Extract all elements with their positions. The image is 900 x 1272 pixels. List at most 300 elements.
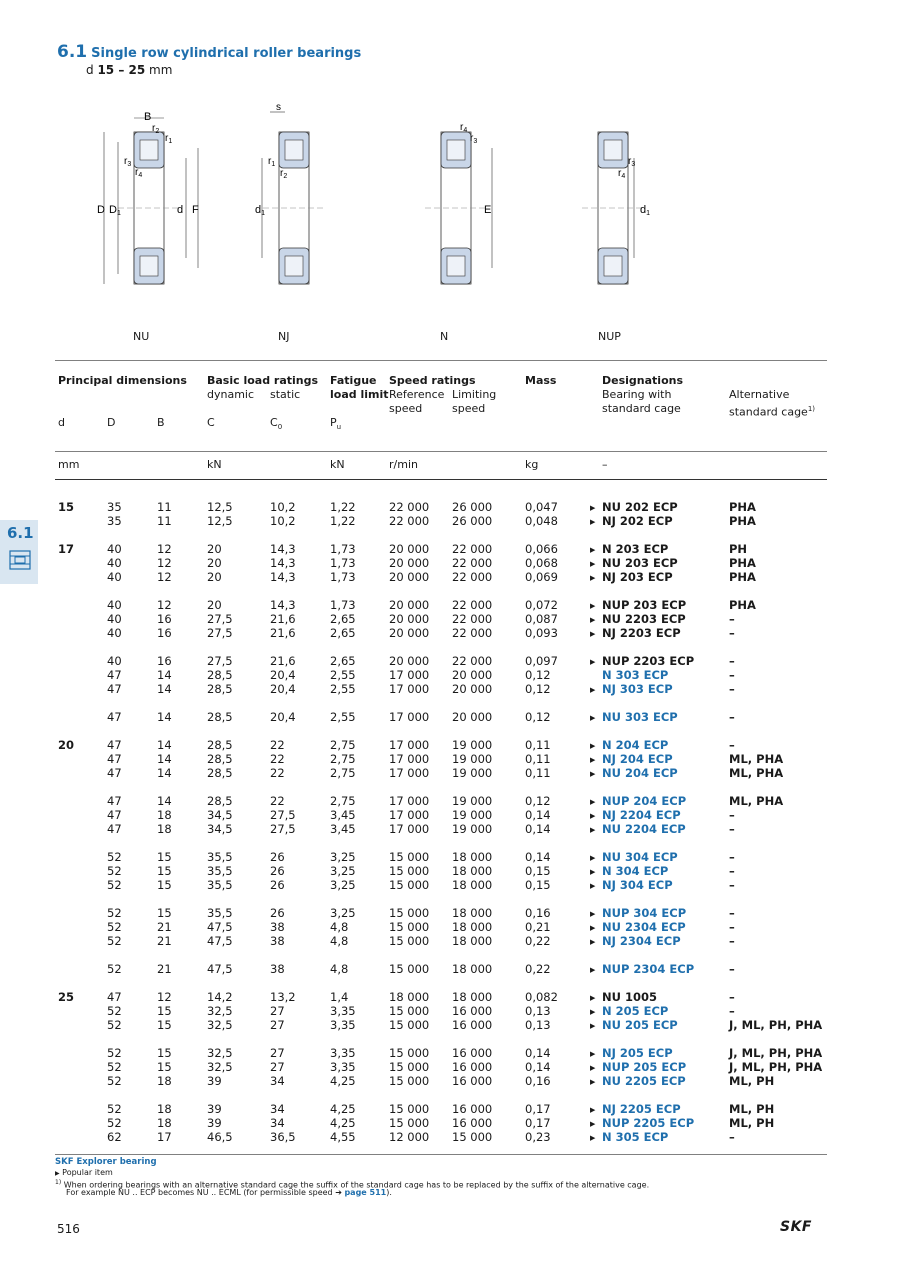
- cell-lim: 16 000: [452, 1102, 493, 1116]
- page-link[interactable]: page 511: [344, 1188, 387, 1197]
- cell-Pu: 3,35: [330, 1018, 356, 1032]
- hdr-principal: Principal dimensions: [58, 374, 187, 387]
- diagram-label-nu: NU: [133, 330, 150, 343]
- cell-mass: 0,13: [525, 1004, 551, 1018]
- range-unit: mm: [149, 63, 173, 77]
- cell-D: 52: [107, 1074, 122, 1088]
- cell-C: 39: [207, 1074, 222, 1088]
- cell-B: 14: [157, 738, 172, 752]
- cell-mass: 0,23: [525, 1130, 551, 1144]
- cell-lim: 20 000: [452, 668, 493, 682]
- cell-mass: 0,11: [525, 738, 551, 752]
- cell-lim: 19 000: [452, 808, 493, 822]
- cell-C: 28,5: [207, 794, 233, 808]
- cell-designation[interactable]: NJ 2203 ECP: [602, 626, 681, 640]
- hdr-bearing-1: Bearing with: [602, 388, 672, 401]
- cell-designation[interactable]: NU 2203 ECP: [602, 612, 686, 626]
- cell-lim: 20 000: [452, 710, 493, 724]
- cell-C0: 26: [270, 906, 285, 920]
- cell-ref: 17 000: [389, 794, 430, 808]
- cell-C: 32,5: [207, 1046, 233, 1060]
- popular-marker-icon: ▶: [55, 1170, 60, 1177]
- cell-C0: 27: [270, 1060, 285, 1074]
- cell-alternative-cage: –: [729, 654, 735, 668]
- table-row: [0, 514, 900, 528]
- cell-C0: 36,5: [270, 1130, 296, 1144]
- cell-designation[interactable]: N 305 ECP: [602, 1130, 669, 1144]
- cell-alternative-cage: ML, PHA: [729, 766, 784, 780]
- cell-Pu: 4,25: [330, 1102, 356, 1116]
- cell-alternative-cage: –: [729, 962, 735, 976]
- cell-ref: 18 000: [389, 990, 430, 1004]
- cell-mass: 0,14: [525, 808, 551, 822]
- diagram-label-nup: NUP: [598, 330, 621, 343]
- cell-designation[interactable]: NU 203 ECP: [602, 556, 678, 570]
- cell-designation[interactable]: N 304 ECP: [602, 864, 669, 878]
- table-row: [0, 710, 900, 724]
- svg-text:r3: $r_3$: [628, 156, 636, 168]
- cell-D: 47: [107, 752, 122, 766]
- cell-d: 15: [58, 500, 75, 514]
- cell-lim: 19 000: [452, 752, 493, 766]
- cell-ref: 17 000: [389, 668, 430, 682]
- cell-ref: 15 000: [389, 864, 430, 878]
- cell-C: 28,5: [207, 738, 233, 752]
- cell-Pu: 3,35: [330, 1004, 356, 1018]
- table-row: [0, 1102, 900, 1116]
- cell-ref: 15 000: [389, 1074, 430, 1088]
- cell-lim: 18 000: [452, 990, 493, 1004]
- popular-marker-icon: ▶: [590, 770, 596, 778]
- cell-B: 11: [157, 514, 172, 528]
- cell-designation[interactable]: NUP 2203 ECP: [602, 654, 695, 668]
- cell-designation[interactable]: NJ 202 ECP: [602, 514, 673, 528]
- cell-mass: 0,22: [525, 962, 551, 976]
- cell-D: 52: [107, 1060, 122, 1074]
- cell-C0: 20,4: [270, 710, 296, 724]
- cell-D: 52: [107, 934, 122, 948]
- cell-lim: 22 000: [452, 570, 493, 584]
- cell-designation[interactable]: NJ 204 ECP: [602, 752, 673, 766]
- row-group: [0, 500, 900, 528]
- popular-marker-icon: ▶: [590, 546, 596, 554]
- cell-mass: 0,14: [525, 1046, 551, 1060]
- rule-top: [55, 360, 827, 361]
- cell-D: 47: [107, 808, 122, 822]
- cell-lim: 15 000: [452, 1130, 493, 1144]
- cell-designation[interactable]: NJ 303 ECP: [602, 682, 673, 696]
- popular-marker-icon: ▶: [590, 560, 596, 568]
- cell-designation[interactable]: NUP 204 ECP: [602, 794, 687, 808]
- table-row: [0, 934, 900, 948]
- cell-designation[interactable]: N 203 ECP: [602, 542, 669, 556]
- cell-C0: 21,6: [270, 612, 296, 626]
- cell-mass: 0,097: [525, 654, 558, 668]
- cell-D: 52: [107, 906, 122, 920]
- bearing-icon: [9, 550, 31, 570]
- cell-D: 35: [107, 500, 122, 514]
- table-row: [0, 1018, 900, 1032]
- cell-Pu: 1,4: [330, 990, 349, 1004]
- cell-Pu: 2,55: [330, 668, 356, 682]
- cell-alternative-cage: –: [729, 878, 735, 892]
- cell-alternative-cage: PHA: [729, 500, 756, 514]
- cell-B: 15: [157, 850, 172, 864]
- popular-marker-icon: ▶: [590, 826, 596, 834]
- cell-lim: 16 000: [452, 1018, 493, 1032]
- hdr-alt-1: Alternative: [729, 388, 790, 401]
- cell-D: 52: [107, 1102, 122, 1116]
- cell-designation[interactable]: NU 205 ECP: [602, 1018, 678, 1032]
- cell-B: 14: [157, 794, 172, 808]
- svg-text:r3: $r_3$: [470, 133, 478, 145]
- cell-ref: 17 000: [389, 822, 430, 836]
- cell-C: 47,5: [207, 920, 233, 934]
- cell-mass: 0,15: [525, 878, 551, 892]
- cell-ref: 20 000: [389, 654, 430, 668]
- cell-C0: 13,2: [270, 990, 296, 1004]
- table-row: [0, 766, 900, 780]
- cell-D: 52: [107, 1046, 122, 1060]
- cell-ref: 20 000: [389, 598, 430, 612]
- svg-text:r4: $r_4$: [135, 167, 143, 179]
- cell-alternative-cage: PHA: [729, 570, 756, 584]
- cell-C0: 38: [270, 934, 285, 948]
- cell-B: 16: [157, 626, 172, 640]
- popular-marker-icon: ▶: [590, 686, 596, 694]
- cell-D: 40: [107, 570, 122, 584]
- cell-mass: 0,12: [525, 668, 551, 682]
- cell-C: 46,5: [207, 1130, 233, 1144]
- cell-designation[interactable]: NU 304 ECP: [602, 850, 678, 864]
- cell-lim: 20 000: [452, 682, 493, 696]
- cell-lim: 18 000: [452, 962, 493, 976]
- cell-lim: 22 000: [452, 598, 493, 612]
- cell-Pu: 3,25: [330, 878, 356, 892]
- cell-C: 27,5: [207, 654, 233, 668]
- cell-mass: 0,16: [525, 1074, 551, 1088]
- cell-designation[interactable]: NUP 304 ECP: [602, 906, 687, 920]
- rule-mid: [55, 451, 827, 452]
- unit-kn-fatigue: kN: [330, 458, 345, 471]
- cell-designation[interactable]: NJ 2204 ECP: [602, 808, 681, 822]
- hdr-fatigue-2: load limit: [330, 388, 389, 401]
- section-number: 6.1: [57, 42, 88, 62]
- cell-C: 34,5: [207, 822, 233, 836]
- cell-Pu: 3,45: [330, 822, 356, 836]
- cell-lim: 16 000: [452, 1074, 493, 1088]
- cell-D: 40: [107, 542, 122, 556]
- cell-C0: 34: [270, 1102, 285, 1116]
- range-prefix: d: [86, 63, 94, 77]
- cell-alternative-cage: –: [729, 864, 735, 878]
- cell-B: 12: [157, 542, 172, 556]
- cell-C0: 14,3: [270, 542, 296, 556]
- diagram-label-n: N: [440, 330, 449, 343]
- cell-lim: 18 000: [452, 934, 493, 948]
- unit-kn-load: kN: [207, 458, 222, 471]
- table-row: [0, 668, 900, 682]
- cell-mass: 0,11: [525, 752, 551, 766]
- cell-B: 18: [157, 1116, 172, 1130]
- table-row: [0, 738, 900, 752]
- cell-lim: 22 000: [452, 654, 493, 668]
- row-group: [0, 962, 900, 976]
- cell-C0: 27: [270, 1046, 285, 1060]
- cell-designation[interactable]: NJ 2205 ECP: [602, 1102, 681, 1116]
- cell-C: 20: [207, 556, 222, 570]
- cell-ref: 17 000: [389, 766, 430, 780]
- table-row: [0, 962, 900, 976]
- cell-B: 14: [157, 766, 172, 780]
- cell-alternative-cage: PHA: [729, 556, 756, 570]
- cell-Pu: 3,45: [330, 808, 356, 822]
- cell-designation[interactable]: NUP 2205 ECP: [602, 1116, 695, 1130]
- cell-alternative-cage: –: [729, 934, 735, 948]
- cell-B: 18: [157, 1102, 172, 1116]
- cell-alternative-cage: ML, PH: [729, 1116, 775, 1130]
- cell-C0: 27: [270, 1004, 285, 1018]
- cell-ref: 15 000: [389, 1102, 430, 1116]
- cell-ref: 22 000: [389, 514, 430, 528]
- row-group: [0, 990, 900, 1032]
- cell-alternative-cage: J, ML, PH, PHA: [729, 1060, 823, 1074]
- cell-mass: 0,15: [525, 864, 551, 878]
- cell-B: 11: [157, 500, 172, 514]
- hdr-designations: Designations: [602, 374, 684, 387]
- unit-rpm: r/min: [389, 458, 418, 471]
- cell-Pu: 3,25: [330, 906, 356, 920]
- cell-C0: 20,4: [270, 668, 296, 682]
- dim-d: d: [177, 204, 184, 216]
- popular-marker-icon: ▶: [590, 910, 596, 918]
- cell-D: 47: [107, 738, 122, 752]
- cell-designation[interactable]: NU 2205 ECP: [602, 1074, 686, 1088]
- cell-designation[interactable]: N 303 ECP: [602, 668, 669, 682]
- cell-alternative-cage: –: [729, 906, 735, 920]
- cell-C: 32,5: [207, 1004, 233, 1018]
- sym-C0: $C_0$: [270, 416, 283, 432]
- hdr-limiting-1: Limiting: [452, 388, 497, 401]
- cell-ref: 20 000: [389, 556, 430, 570]
- cell-ref: 15 000: [389, 920, 430, 934]
- cell-lim: 22 000: [452, 626, 493, 640]
- table-row: [0, 542, 900, 556]
- cell-lim: 16 000: [452, 1046, 493, 1060]
- dim-E: E: [484, 204, 492, 216]
- cell-ref: 20 000: [389, 542, 430, 556]
- hdr-bearing-2: standard cage: [602, 402, 681, 415]
- cell-designation[interactable]: NU 202 ECP: [602, 500, 678, 514]
- cell-alternative-cage: –: [729, 612, 735, 626]
- cell-C0: 21,6: [270, 654, 296, 668]
- cell-mass: 0,093: [525, 626, 558, 640]
- chapter-tab-label: 6.1: [7, 524, 34, 542]
- cell-C: 27,5: [207, 612, 233, 626]
- row-group: [0, 598, 900, 640]
- cell-C: 14,2: [207, 990, 233, 1004]
- cell-Pu: 2,65: [330, 626, 356, 640]
- popular-marker-icon: ▶: [590, 812, 596, 820]
- cell-C0: 14,3: [270, 556, 296, 570]
- cell-designation[interactable]: NUP 2304 ECP: [602, 962, 695, 976]
- cell-alternative-cage: PHA: [729, 598, 756, 612]
- cell-Pu: 2,75: [330, 794, 356, 808]
- cell-designation[interactable]: NUP 205 ECP: [602, 1060, 687, 1074]
- cell-D: 47: [107, 682, 122, 696]
- footnote-explorer: SKF Explorer bearing: [55, 1157, 157, 1167]
- rule-units: [55, 479, 827, 480]
- popular-marker-icon: ▶: [590, 1050, 596, 1058]
- popular-marker-icon: ▶: [590, 1120, 596, 1128]
- cell-D: 52: [107, 850, 122, 864]
- cell-mass: 0,14: [525, 850, 551, 864]
- section-heading: Single row cylindrical roller bearings: [91, 46, 362, 61]
- cell-designation[interactable]: NJ 205 ECP: [602, 1046, 673, 1060]
- page-number: 516: [57, 1222, 80, 1236]
- cell-D: 35: [107, 514, 122, 528]
- popular-marker-icon: ▶: [590, 742, 596, 750]
- cell-C: 35,5: [207, 906, 233, 920]
- cell-ref: 15 000: [389, 850, 430, 864]
- table-row: [0, 1060, 900, 1074]
- cell-B: 14: [157, 710, 172, 724]
- cell-C: 12,5: [207, 500, 233, 514]
- svg-text:d1: d1: [640, 204, 651, 217]
- svg-text:r3: $r_3$: [124, 156, 132, 168]
- cell-mass: 0,066: [525, 542, 558, 556]
- row-group: [0, 738, 900, 780]
- cell-B: 15: [157, 878, 172, 892]
- cell-designation[interactable]: NU 2204 ECP: [602, 822, 686, 836]
- cell-alternative-cage: –: [729, 808, 735, 822]
- table-row: [0, 1130, 900, 1144]
- popular-marker-icon: ▶: [590, 714, 596, 722]
- cell-Pu: 2,75: [330, 766, 356, 780]
- cell-Pu: 4,25: [330, 1074, 356, 1088]
- popular-marker-icon: ▶: [590, 602, 596, 610]
- popular-marker-icon: ▶: [590, 1106, 596, 1114]
- cell-Pu: 2,65: [330, 612, 356, 626]
- cell-D: 47: [107, 668, 122, 682]
- cell-mass: 0,11: [525, 766, 551, 780]
- row-group: [0, 542, 900, 584]
- svg-text:r4: $r_4$: [618, 168, 626, 180]
- cell-designation[interactable]: NUP 203 ECP: [602, 598, 687, 612]
- cell-D: 52: [107, 1018, 122, 1032]
- cell-alternative-cage: –: [729, 822, 735, 836]
- unit-mm: mm: [58, 458, 80, 471]
- cell-C: 32,5: [207, 1018, 233, 1032]
- popular-marker-icon: ▶: [590, 1022, 596, 1030]
- table-row: [0, 920, 900, 934]
- cell-C: 20: [207, 570, 222, 584]
- cell-D: 52: [107, 920, 122, 934]
- cell-C: 35,5: [207, 850, 233, 864]
- diagram-label-nj: NJ: [278, 330, 290, 343]
- table-row: [0, 556, 900, 570]
- cell-lim: 16 000: [452, 1060, 493, 1074]
- cell-C: 20: [207, 542, 222, 556]
- cell-mass: 0,22: [525, 934, 551, 948]
- cell-designation[interactable]: NJ 2304 ECP: [602, 934, 681, 948]
- cell-Pu: 3,35: [330, 1046, 356, 1060]
- svg-text:r2: $r_2$: [280, 168, 288, 180]
- popular-marker-icon: ▶: [590, 1008, 596, 1016]
- cell-lim: 22 000: [452, 542, 493, 556]
- cell-mass: 0,087: [525, 612, 558, 626]
- cell-D: 40: [107, 556, 122, 570]
- popular-marker-icon: ▶: [590, 1064, 596, 1072]
- table-row: [0, 612, 900, 626]
- cell-alternative-cage: PHA: [729, 514, 756, 528]
- cell-d: 20: [58, 738, 75, 752]
- unit-kg: kg: [525, 458, 539, 471]
- row-group: [0, 654, 900, 696]
- cell-ref: 15 000: [389, 1004, 430, 1018]
- hdr-reference-1: Reference: [389, 388, 445, 401]
- table-row: [0, 864, 900, 878]
- cell-D: 47: [107, 822, 122, 836]
- cell-alternative-cage: –: [729, 1130, 735, 1144]
- cell-designation[interactable]: NJ 304 ECP: [602, 878, 673, 892]
- cell-designation[interactable]: NU 2304 ECP: [602, 920, 686, 934]
- cell-designation[interactable]: NJ 203 ECP: [602, 570, 673, 584]
- cell-B: 14: [157, 752, 172, 766]
- cell-C0: 26: [270, 878, 285, 892]
- cell-mass: 0,16: [525, 906, 551, 920]
- cell-designation[interactable]: NU 204 ECP: [602, 766, 678, 780]
- cell-lim: 18 000: [452, 878, 493, 892]
- table-row: [0, 1046, 900, 1060]
- sym-B: B: [157, 416, 165, 429]
- cell-C0: 20,4: [270, 682, 296, 696]
- row-group: [0, 850, 900, 892]
- cell-d: 25: [58, 990, 75, 1004]
- table-row: [0, 1004, 900, 1018]
- arrow-right-icon: ➔: [335, 1188, 342, 1197]
- cell-alternative-cage: –: [729, 1004, 735, 1018]
- cell-Pu: 1,73: [330, 598, 356, 612]
- cell-alternative-cage: –: [729, 626, 735, 640]
- cell-designation[interactable]: NU 303 ECP: [602, 710, 678, 724]
- cell-designation[interactable]: N 204 ECP: [602, 738, 669, 752]
- table-row: [0, 570, 900, 584]
- cell-C0: 10,2: [270, 514, 296, 528]
- table-row: [0, 990, 900, 1004]
- popular-marker-icon: ▶: [590, 1134, 596, 1142]
- cell-designation[interactable]: NU 1005: [602, 990, 657, 1004]
- sym-C: C: [207, 416, 215, 429]
- hdr-basic-load: Basic load ratings: [207, 374, 319, 387]
- cell-Pu: 2,55: [330, 682, 356, 696]
- hdr-dynamic: dynamic: [207, 388, 255, 401]
- table-row: [0, 752, 900, 766]
- cell-mass: 0,12: [525, 794, 551, 808]
- cell-B: 12: [157, 598, 172, 612]
- hdr-mass: Mass: [525, 374, 557, 387]
- diagram-nup: [582, 132, 650, 284]
- svg-text:r2: $r_2$: [152, 123, 160, 135]
- cell-designation[interactable]: N 205 ECP: [602, 1004, 669, 1018]
- sym-D: D: [107, 416, 116, 429]
- cell-lim: 19 000: [452, 822, 493, 836]
- cell-mass: 0,14: [525, 1060, 551, 1074]
- cell-Pu: 2,75: [330, 738, 356, 752]
- chapter-tab[interactable]: [0, 520, 38, 584]
- cell-B: 12: [157, 556, 172, 570]
- cell-B: 12: [157, 990, 172, 1004]
